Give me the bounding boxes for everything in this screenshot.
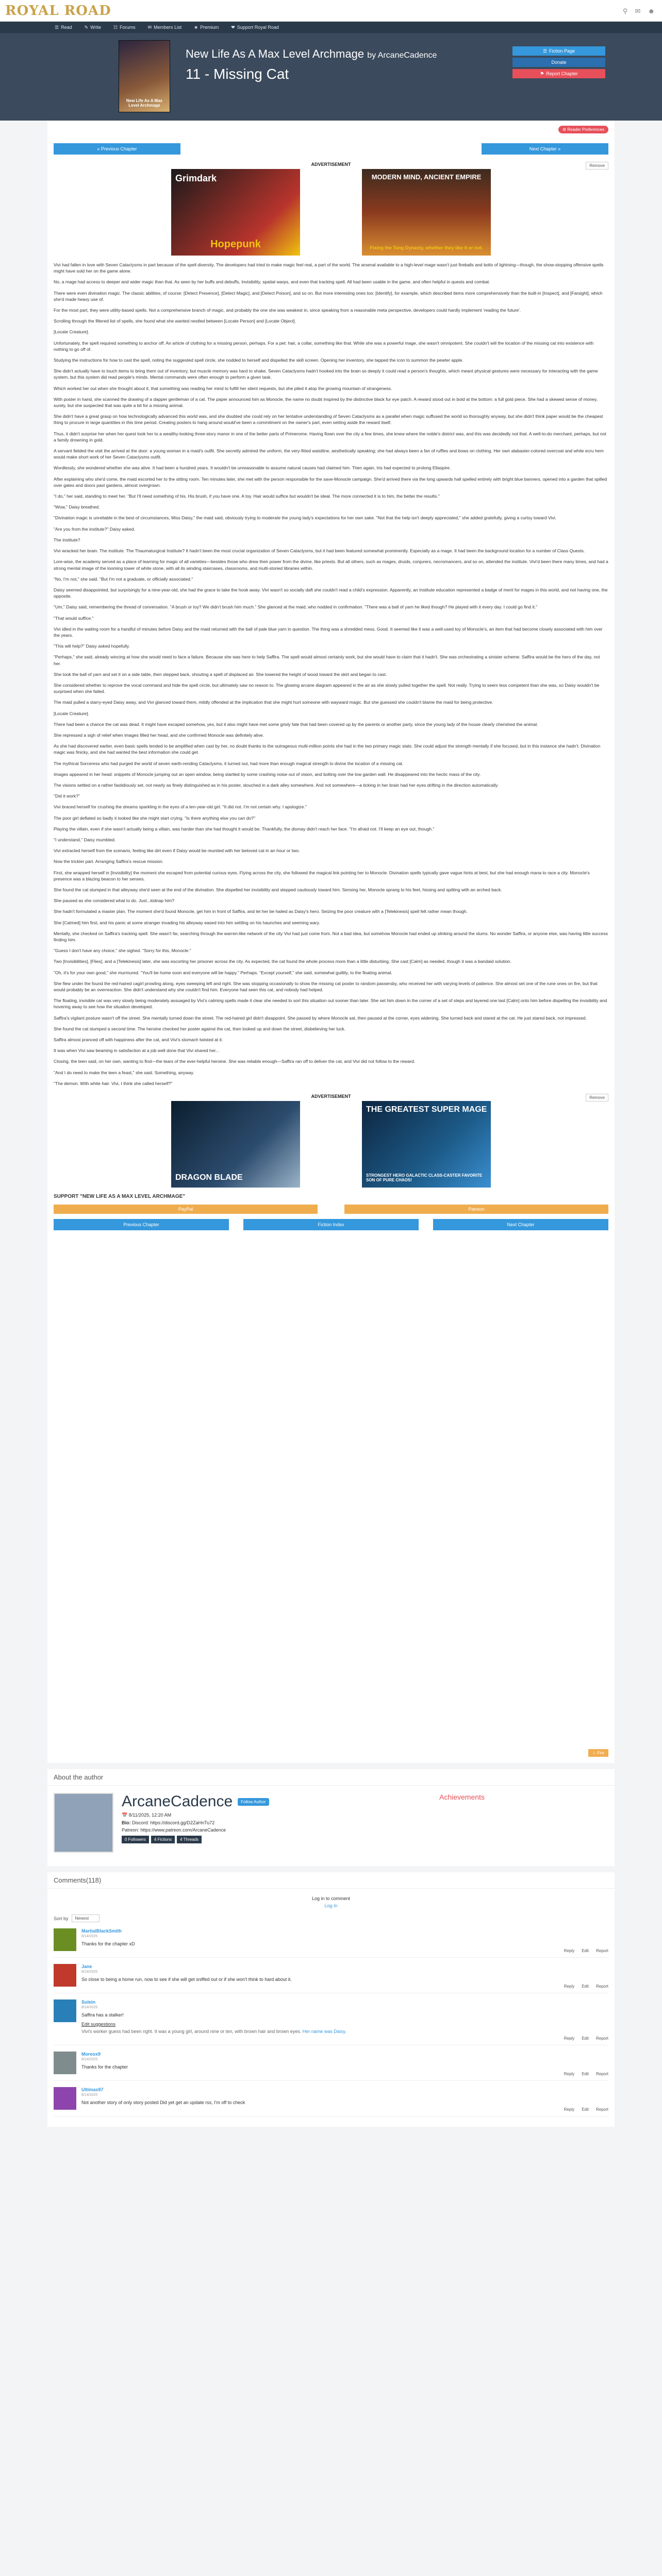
bottom-previous-chapter-button[interactable]: Previous Chapter bbox=[54, 1219, 229, 1230]
chapter-paragraph: A servant fielded the visit the arrived at the door: a young woman in a maid's outfit. She secretly admired the uniform, the very-fitted waistline, aesthetically speaking; she had always been a fan of ruffles and bows on clothing. Her own alabaster-colored overcoat and white ecru hem would make short work of her Seven Cataclysms outfit. bbox=[54, 448, 604, 460]
author-bio: Bio: Discord: https://discord.gg/D2ZaHnTu72 bbox=[122, 1820, 215, 1825]
chapter-paragraph: The floating, invisible cat was very slowly being moderately assuaged by Vivi's calming spells made it clear she needed to sort this situation out sooner than later. She set him down in the corner of a set of steps and layered one last [Calm] onto him before dispelling the invisibility and hovering away to see how the situation developed. bbox=[54, 998, 607, 1010]
chapter-paragraph: Unfortunately, the spell required something to anchor off. An article of clothing for a missing person, perhaps. For a pet: hair, a collar, something like that. While she was a powerful mage, she wasn't omnipotent. She couldn't will the location of the missing cat into existence with nothing to go off of. bbox=[54, 340, 594, 352]
ad-block-top: ADVERTISEMENT Remove Grimdark Hopepunk MODERN MIND, ANCIENT EMPIRE Fixing the Tang Dynasty, whether they like it or not. bbox=[54, 162, 608, 256]
chapter-paragraph: The mythical Sorceress who had purged the world of seven earth-rending Cataclysms, it turned out, had more than enough magical strength to divine the location of a missing cat. bbox=[54, 760, 404, 766]
commenter-name[interactable]: MartialBlackSmith bbox=[81, 1928, 122, 1934]
chapter-paragraph: Closing, the teen said, on her own, wanting to find—the tears of the ever-helpful heroine. She was reliable enough—Saffira ran off to deliver the cat, and Vivi did not follow to the reward. bbox=[54, 1059, 416, 1064]
nav-forums[interactable]: ☷ Forums bbox=[113, 24, 136, 30]
chapter-paragraph: After explaining who she'd come, the maid escorted her to the sitting room. Ten minutes later, she met with the person responsible for the save-Monocle campaign. She'd arrived there via the long upwards hall spelled entirely with bright blue banners, opened into a garden that spilled over gates and doors past gardens, almost overgrown. bbox=[54, 476, 607, 488]
commenter-avatar[interactable] bbox=[54, 1964, 76, 1987]
comment-report-button[interactable]: Report bbox=[595, 2107, 608, 2112]
chapter-paragraph: Now the trickier part. Arranging Saffira's rescue mission. bbox=[54, 859, 164, 865]
comment-date: 8/14/2025 bbox=[81, 2006, 98, 2009]
chapter-paragraph: "Wow," Daisy breathed. bbox=[54, 504, 100, 510]
report-chapter-button[interactable]: ⚑ Report Chapter bbox=[512, 69, 605, 78]
fire-icon: ♨ bbox=[592, 1751, 596, 1755]
comment-date: 8/14/2025 bbox=[81, 2093, 98, 2097]
comment-quote bbox=[81, 2029, 608, 2034]
chapter-paragraph: She took the ball of yarn and set it on a side table, then stepped back, shouting a spell of displaced air. She lowered the height of wood toward the skirt and began to cast. bbox=[54, 671, 387, 677]
chapter-title: 11 - Missing Cat bbox=[186, 66, 289, 82]
ad-image-dragon-blade[interactable]: DRAGON BLADE bbox=[171, 1101, 300, 1188]
chapter-paragraph: Two [Invisibilities], [Flies], and a [Telekinesis] later, she was escorting her prisoner across the city. As expected, the cat found the whole process more than a little disturbing. She cast [Calm] as needed, though it was a bandaid solution. bbox=[54, 959, 511, 964]
next-chapter-button[interactable]: Next Chapter » bbox=[482, 143, 608, 155]
chapter-paragraph: Vivi idled in the waiting room for a handful of minutes before Daisy and the maid returned with the ball of pale blue yarn in question. The thing was a shredded mess. Good. It seemed like it was a well-used toy of Monocle's, an item that had become closely associated with him over the years. bbox=[54, 626, 603, 638]
login-link[interactable]: Log In bbox=[324, 1903, 338, 1908]
chapter-paragraph: It was when Vivi saw beaming in satisfaction at a job well done that Vivi shared her... bbox=[54, 1048, 220, 1054]
comment-date: 8/14/2025 bbox=[81, 1935, 98, 1938]
pen-icon: ✎ bbox=[84, 24, 89, 30]
author-fictions-pill[interactable]: 4 Fictions bbox=[151, 1836, 175, 1843]
comment-body: So close to being a home run, now to see if she will get sniffed out or if she won't think to hard about it. bbox=[81, 1977, 292, 1982]
ad-block-bottom: ADVERTISEMENT Remove DRAGON BLADE THE GREATEST SUPER MAGE STRONGEST HERO GALACTIC CLASS-CASTER FAVORITE SON OF PURE CHAOS! bbox=[54, 1094, 608, 1188]
comment-report-button[interactable]: Report bbox=[595, 2072, 608, 2076]
chapter-paragraph: The maid pulled a starry-eyed Daisy away, and Vivi glanced toward them, mildly offended at the implication that she might hurt someone with wayward magic. But she guessed she couldn't blame the maid for being protective. bbox=[54, 700, 493, 705]
author-patreon[interactable]: Patreon: https://www.patreon.com/ArcaneCadence bbox=[122, 1827, 226, 1833]
commenter-avatar[interactable] bbox=[54, 1999, 76, 2022]
author-name[interactable]: ArcaneCadence bbox=[122, 1793, 233, 1810]
book-icon: ☰ bbox=[55, 24, 59, 30]
chapter-paragraph: There were even divination magic. The classic abilities, of course: [Detect Presence], [Detect Magic], and [Detect Poison], and so on. But more interesting ones too: [Identify], for example, which described items more comprehensively than the built-in [Inspect], and [Farsight], which she'd made heavy use of. bbox=[54, 290, 603, 302]
chapter-paragraph: [Locate Creature]. bbox=[54, 710, 89, 716]
chapter-paragraph: She [Calmed] him first, and his panic at some stranger invading his alleyway eased into him settling on his haunches and seeming wary. bbox=[54, 920, 320, 925]
author-followers-pill[interactable]: 0 Followers bbox=[122, 1836, 149, 1843]
commenter-avatar[interactable] bbox=[54, 1928, 76, 1951]
chapter-paragraph: The visions settled on a rather fastidiously set, not nearly as finely distinguished as in his poster, slouched in a dark alley somewhere. And not somewhere—a ticking in her brain had her eyes drifting in the direction automatically. bbox=[54, 782, 499, 788]
chapter-paragraph: Vivi wracked her brain. The institute. The Thaumaturgical Institute? It hadn't been the most crucial organization of Seven Cataclysms, but it had been featured somewhat prominently. Especially as a mage. It had been the background location for a number of Class Quests. bbox=[54, 548, 585, 554]
comment-report-button[interactable]: Report bbox=[595, 2036, 608, 2041]
fiction-title[interactable]: New Life As A Max Level Archmage by ArcaneCadence bbox=[186, 47, 437, 60]
book-icon: ☰ bbox=[542, 48, 548, 54]
chapter-paragraph: "Perhaps," she said, already wincing at how she would need to face a failure. Because she was here to help Saffira. The spell would almost certainly work, but she would have to claim that it hadn't. She was orchestrating a sinister scheme. Saffira would be the hero of the day, not her. bbox=[54, 654, 600, 666]
user-icon[interactable]: ☻ bbox=[648, 7, 655, 15]
chapter-paragraph: She paused as she considered what to do. Just...kidnap him? bbox=[54, 898, 175, 904]
comment-reply-button[interactable]: Reply bbox=[564, 2072, 575, 2076]
comment-text bbox=[81, 2100, 608, 2105]
gear-icon: ⚙ bbox=[562, 127, 567, 132]
chapter-content bbox=[54, 262, 608, 1087]
main-nav bbox=[0, 22, 662, 33]
chapter-header bbox=[0, 33, 662, 121]
ad-image-modern-mind[interactable]: MODERN MIND, ANCIENT EMPIRE Fixing the Tang Dynasty, whether they like it or not. bbox=[362, 169, 491, 256]
chapter-paragraph: For the most part, they were utility-based spells. Not a comprehensive branch of magic, and probably the one she was weakest in, since speaking from a reasonable meta perspective, developers could hardly implement 'reading the future'. bbox=[54, 308, 521, 313]
support-title: SUPPORT "NEW LIFE AS A MAX LEVEL ARCHMAGE" bbox=[54, 1194, 186, 1200]
chapter-paragraph: "Oh, it's for your own good," she murmured. "You'll be home soon and everyone will be happy." Perhaps. "Except yourself," she said, somewhat guiltily, to the floating animal. bbox=[54, 970, 392, 975]
chapter-paragraph: Scrolling through the filtered list of spells, she found what she wanted nestled between [Locate Person] and [Locate Object]. bbox=[54, 318, 296, 324]
chapter-paragraph: "Um," Daisy said, remembering the thread of conversation. "A brush or toy? We didn't brush him much." She glanced at the maid, who nodded in confirmation. "There was a ball of yarn he liked though? He played with it every day. I could go find it." bbox=[54, 604, 538, 610]
fiction-page-button[interactable]: ☰ Fiction Page bbox=[512, 46, 605, 56]
commenter-avatar[interactable] bbox=[54, 2052, 76, 2074]
chapter-paragraph: Wordlessly, she wondered whether she was alive. It had been a hundred years. It wouldn't be unreasonable to assume natural causes had claimed him. Then again, Iris had expected to prolong Ellaspire. bbox=[54, 465, 451, 471]
chapter-paragraph: There had been a chance the cat was dead. It might have escaped somehow, yes, but it also might have met some grisly fate that had been covered up by the parents or another party, since the young lady of the house clearly cherished the animal. bbox=[54, 721, 538, 727]
forum-icon: ☷ bbox=[113, 24, 118, 30]
fiction-index-button[interactable]: Fiction Index bbox=[243, 1219, 419, 1230]
flag-icon: ⚑ bbox=[540, 71, 544, 76]
chapter-paragraph: With poster in hand, she scanned the drawing of a dapper gentleman of a cat. The paper announced him as Monocle, the name no doubt inspired by the distinctive black fur eye patch. A reward stood out in bold at the bottom: a full gold piece. She had a skewed sense of money, surely, but she suspected that was quite a bit for a missing animal. bbox=[54, 396, 598, 409]
chapter-paragraph: Vivi braced herself for crushing the dreams sparkling in the eyes of a ten-year-old girl. "It did not. I'm not certain why. I apologize." bbox=[54, 804, 307, 810]
chapter-paragraph: Images appeared in her head: snippets of Monocle jumping out an open window, being startled by some crashing noise out of vision, and bolting over the low garden wall. He disappeared into the hectic mass of the city. bbox=[54, 771, 481, 777]
chapter-paragraph: Playing the villain, even if she wasn't actually being a villain, was harder than she had thought it would be. Thankfully, the dismay didn't reach her face. "I'm afraid not. I'll keep an eye out, though." bbox=[54, 826, 435, 832]
chapter-paragraph: Saffira's vigilant posture wasn't off the street. She mentally turned down the street. The red-haired girl didn't disappoint. She passed by where Monocle sat, then paused at the corner, eyes widening. She turned back and stared at the cat. He just stared back, not impressed. bbox=[54, 1015, 587, 1021]
follow-author-button[interactable]: Follow Author bbox=[238, 1798, 269, 1806]
comments-title: Comments(118) bbox=[47, 1872, 615, 1889]
chapter-paragraph: As she had discovered earlier, even basic spells tended to be amplified when cast by her, no doubt thanks to the outrageous multi-million points she had in the two primary magic stats. She could adjust the strength mentally if she focused, but in this instance she hadn't. Divination magic was finicky, and she had wanted the best information she could get. bbox=[54, 743, 601, 755]
fire-button[interactable]: ♨ Fire bbox=[588, 1749, 608, 1757]
edit-suggestions-label: Edit suggestions bbox=[81, 2022, 116, 2027]
comment-sort: Sort by Newest bbox=[54, 1914, 608, 1922]
comment-date: 8/14/2025 bbox=[81, 1970, 98, 1974]
chapter-paragraph: "I do," her said, standing to meet her. "But I'll need something of his. His brush, if you have one. A toy. Hair would suffice but wouldn't be ideal. The more connected it is to him, the better the results." bbox=[54, 494, 440, 499]
comment-item bbox=[54, 2052, 608, 2081]
about-author-section bbox=[47, 1769, 615, 1866]
bottom-next-chapter-button[interactable]: Next Chapter bbox=[433, 1219, 608, 1230]
chapter-paragraph: "That would suffice." bbox=[54, 615, 94, 621]
chapter-paragraph: No, a mage had access to deeper and wider magic than that. As seen by her buffs and debuffs, Invisibility, spatial warps, and even that tracking spell. All had been usable in the game, and often helpful in quests and combat. bbox=[54, 279, 490, 285]
comment-edit-button[interactable]: Edit bbox=[582, 1984, 589, 1989]
reader-preferences-button[interactable]: ⚙ Reader Preferences bbox=[558, 126, 608, 133]
nav-write[interactable]: ✎ Write bbox=[84, 24, 101, 30]
chapter-paragraph: [Locate Creature]. bbox=[54, 329, 89, 335]
commenter-name[interactable]: Ultimas97 bbox=[81, 2087, 104, 2092]
chapter-paragraph: Vivi extracted herself from the scenario, feeling like dirt even if Daisy would be reunited with her beloved cat in an hour or two. bbox=[54, 848, 300, 854]
chapter-container bbox=[47, 121, 615, 1763]
search-icon[interactable]: ⚲ bbox=[622, 7, 628, 15]
chapter-paragraph: The institute? bbox=[54, 537, 80, 543]
chapter-paragraph: The poor girl deflated so badly it looked like she might start crying. "Is there anything else you can do?" bbox=[54, 815, 256, 821]
chapter-paragraph: "The demon. With white hair. Vivi, I think she called herself?" bbox=[54, 1080, 173, 1086]
comment-reply-button[interactable]: Reply bbox=[564, 2036, 575, 2041]
chapter-paragraph: She found the cat slumped in that alleyway she'd seen at the end of the divination. She dispelled her invisibility and stepped cautiously toward him. Sensing her, Monocle sprang to his feet, hissing and spitting with an arched back. bbox=[54, 887, 502, 892]
comment-item bbox=[54, 1928, 608, 1958]
chapter-paragraph: "This will help?" Daisy asked hopefully. bbox=[54, 643, 130, 649]
top-bar bbox=[0, 0, 662, 22]
nav-read[interactable]: ☰ Read bbox=[55, 24, 72, 30]
chapter-paragraph: She didn't actually have to touch items to bring them out of inventory, but muscle memory was hard to shake. Seven Cataclysms hadn't hooked into the brain so deeply it could read a person's thoughts, which meant physical gestures were necessary for interacting with the game system, but this system did read people's minds. Mental commands were often enough to perform a given task. bbox=[54, 368, 598, 380]
comment-reply-button[interactable]: Reply bbox=[564, 1948, 575, 1953]
about-title: About the author bbox=[47, 1769, 615, 1786]
previous-chapter-button[interactable]: « Previous Chapter bbox=[54, 143, 180, 155]
mail-icon: ✉ bbox=[147, 24, 152, 30]
chapter-paragraph: "And I do need to make the teen a feast," she said. Something, anyway. bbox=[54, 1070, 194, 1075]
comment-body: Not another story of only story posted Did yet get an update rss, I'm off to check bbox=[81, 2100, 245, 2105]
remove-ad-button[interactable]: Remove bbox=[586, 1094, 608, 1101]
comment-date: 8/14/2025 bbox=[81, 2058, 98, 2061]
author-threads-pill[interactable]: 4 Threads bbox=[177, 1836, 202, 1843]
comment-text bbox=[81, 1977, 608, 1982]
author-join-date: 📅 8/11/2025, 12:20 AM bbox=[122, 1812, 172, 1818]
remove-ad-button[interactable]: Remove bbox=[586, 162, 608, 170]
comment-reply-button[interactable]: Reply bbox=[564, 2107, 575, 2112]
chapter-paragraph: Saffira almost pranced off with happiness after the cat, and Vivi's stomach twisted at it. bbox=[54, 1037, 223, 1043]
patreon-button[interactable]: Patreon bbox=[344, 1205, 608, 1214]
chapter-paragraph: She found the cat slumped a second time. The heroine checked her poster against the cat, then looked up and down the street, disbelieving her luck. bbox=[54, 1026, 345, 1031]
site-logo[interactable]: ROYAL ROAD bbox=[5, 3, 111, 19]
chapter-paragraph: Vivi had fallen in love with Seven Cataclysms in part because of the spell diversity. The developers had tried to make magic feel real, a part of the world. The arsenal available to a high-level mage wasn't just fireballs and bolts of lightning—though, the show-stopping offensive spells might have sold her on the game alone. bbox=[54, 262, 604, 274]
sort-select[interactable]: Newest bbox=[72, 1914, 100, 1922]
calendar-icon: 📅 bbox=[122, 1812, 128, 1818]
quote-text: Vivi's worker guess had been right. It was a young girl, around nine or ten, with brown hair and brown eyes. bbox=[81, 2029, 303, 2034]
nav-support[interactable]: ❤ Support Royal Road bbox=[231, 24, 279, 30]
fiction-cover[interactable]: New Life As A Max Level Archmage bbox=[119, 40, 170, 112]
commenter-avatar[interactable] bbox=[54, 2087, 76, 2110]
chapter-paragraph: She flew under the found the red-haired cagirl prowling along, eyes sweeping left and right. She was stopping occasionally to show the missing cat poster to random passersby, who received her with varying levels of patience. She almost set one of the rune ones on fire, but that would probably be an overreaction. She didn't understand why she couldn't find him. Everyone had seen this cat, and nobody had helped. bbox=[54, 980, 598, 993]
commenter-name[interactable]: Sulein bbox=[81, 1999, 96, 2005]
comment-item bbox=[54, 2087, 608, 2116]
comment-item bbox=[54, 1964, 608, 1993]
chapter-paragraph: Thus, it didn't surprise her when her quest took her to a wealthy-looking three-story manor in one of the better parts of Primerome. Having flown over the city a few times, she knew where the noble's district was, and this was decidedly not that. A well-to-do merchant, perhaps, but not a family drowning in gold. bbox=[54, 431, 606, 443]
quote-highlight: Her name was Daisy. bbox=[302, 2029, 346, 2034]
ad-image-super-mage[interactable]: THE GREATEST SUPER MAGE STRONGEST HERO GALACTIC CLASS-CASTER FAVORITE SON OF PURE CHAOS! bbox=[362, 1101, 491, 1188]
chapter-paragraph: "Guess I don't have any choice," she sighed. "Sorry for this, Monocle." bbox=[54, 948, 191, 954]
chapter-paragraph: She considered whether to reprove the vocal command and hide the spell circle, but ultimately saw no reason to. The glowing arcane diagram appeared in the air as she slowly pulled together the spell. Not really. Trying to seem less competent than she was, so Daisy wouldn't be surprised when she failed. bbox=[54, 682, 600, 694]
chapter-paragraph: Mentally, she checked on Saffira's tracking spell. She wasn't far, searching through the warren-like network of the city Vivi had just come from. Not a bad idea, but somehow Monocle had ended up slinking around the slums. No wonder Saffira, or anyone else, was having little success finding him. bbox=[54, 930, 608, 943]
chapter-paragraph: She repressed a sigh of relief when images filled her head, and she confirmed Monocle was definitely alive. bbox=[54, 732, 264, 738]
comment-reply-button[interactable]: Reply bbox=[564, 1984, 575, 1989]
commenter-name[interactable]: Jane bbox=[81, 1964, 92, 1969]
comment-body: Thanks for the chapter xD bbox=[81, 1941, 135, 1946]
comment-body: Saffira has a stalker! bbox=[81, 2012, 124, 2018]
nav-premium[interactable]: ★ Premium bbox=[194, 24, 219, 30]
commenter-name[interactable]: Moreox9 bbox=[81, 2052, 101, 2057]
nav-members[interactable]: ✉ Members List bbox=[147, 24, 182, 30]
chapter-paragraph: She hadn't formulated a master plan. The moment she'd found Monocle, get him in front of Saffira, and let her be hailed as Daisy's hero. Seizing the poor creature with a [Telekinesis] spell felt rather mean though. bbox=[54, 909, 468, 914]
chapter-paragraph: "Divination magic is unreliable in the best of circumstances, Miss Daisy," the maid said, obviously trying to moderate the young lady's expectations for her own sake. "Not that the help isn't deeply appreciated," she added gratefully, giving a curtsy toward Vivi. bbox=[54, 515, 557, 521]
comment-item bbox=[54, 1999, 608, 2045]
comment-body: Thanks for the chapter bbox=[81, 2064, 128, 2070]
comments-section bbox=[47, 1872, 615, 2127]
achievements-title: Achievements bbox=[439, 1793, 485, 1801]
comment-edit-button[interactable]: Edit bbox=[582, 2036, 589, 2041]
login-prompt: Log in to comment bbox=[311, 1896, 351, 1901]
bell-icon[interactable]: ✉ bbox=[635, 7, 641, 15]
comment-text bbox=[81, 1941, 608, 1946]
comment-text bbox=[81, 2012, 608, 2034]
chapter-paragraph: Which worked her out when she thought about it, that something was reading her mind to fulfill her silent requests, but she piled it atop the growing mountain of strangeness. bbox=[54, 385, 392, 391]
chapter-paragraph: Daisy seemed disappointed, but surprisingly for a nine-year-old, she had the grace to take the hook away. Vivi wasn't so socially daft she couldn't read a child's expression. Apparently, an Institute education represented a badge of merit for mages in this world, and not having one, the opposite. bbox=[54, 587, 608, 599]
comment-report-button[interactable]: Report bbox=[595, 1948, 608, 1953]
chapter-paragraph: She didn't have a great grasp on how technologically advanced this world was, and she doubted she could rely on her tentative understanding of Seven Cataclysms as a parallel when magic suffused the world so thoroughly anyway, but she didn't think paper would be the cheapest thing to procure in large quantities in this time period. Creating posters to hang around would've been a commitment on the owner's part, even setting aside the reward itself. bbox=[54, 414, 603, 426]
chapter-paragraph: Lore-wise, the academy served as a place of learning for magic of all varieties—besides those who drew their power from the divine, like priests. But all others, such as mages, druids, conjurers, necromancers, and so on, attended the institute. Vivi'd been there many times, and had a strong mental image of the looming tower of white stone, with all its winding staircases, classrooms, and multi-storied libraries within. bbox=[54, 559, 608, 571]
chapter-paragraph: "I understand," Daisy mumbled. bbox=[54, 837, 116, 842]
chapter-paragraph: "No, I'm not," she said. "But I'm not a graduate, or officially associated." bbox=[54, 576, 193, 582]
star-icon: ★ bbox=[194, 24, 198, 30]
comment-edit-button[interactable]: Edit bbox=[582, 2107, 589, 2112]
support-icon: ❤ bbox=[231, 24, 235, 30]
comment-report-button[interactable]: Report bbox=[595, 1984, 608, 1989]
paypal-button[interactable]: PayPal bbox=[54, 1205, 318, 1214]
donate-button[interactable]: Donate bbox=[512, 58, 605, 67]
author-avatar[interactable] bbox=[54, 1793, 113, 1853]
author-link[interactable]: ArcaneCadence bbox=[377, 51, 437, 60]
comment-text bbox=[81, 2064, 608, 2070]
comment-edit-button[interactable]: Edit bbox=[582, 2072, 589, 2076]
chapter-paragraph: Studying the instructions for how to cast the spell, noting the suggested spell circle, she nodded to herself and dispelled the skill screen. Opening her inventory, she tapped the icon to summon the pewter apple. bbox=[54, 358, 464, 363]
chapter-paragraph: First, she wrapped herself in [Invisibility] the moment she escaped from potential curious eyes. Flying across the city, she followed the magical link pointing her to Monocle. Divination spells typically gave vague hints at best, but she had enough mana to race a city. Monocle's presence was a blazing beacon to her senses. bbox=[54, 870, 590, 882]
ad-image-grimdark[interactable]: Grimdark Hopepunk bbox=[171, 169, 300, 256]
comment-edit-button[interactable]: Edit bbox=[582, 1948, 589, 1953]
chapter-paragraph: "Are you from the institute?" Daisy asked. bbox=[54, 526, 135, 532]
chapter-paragraph: "Did it work?" bbox=[54, 793, 80, 799]
